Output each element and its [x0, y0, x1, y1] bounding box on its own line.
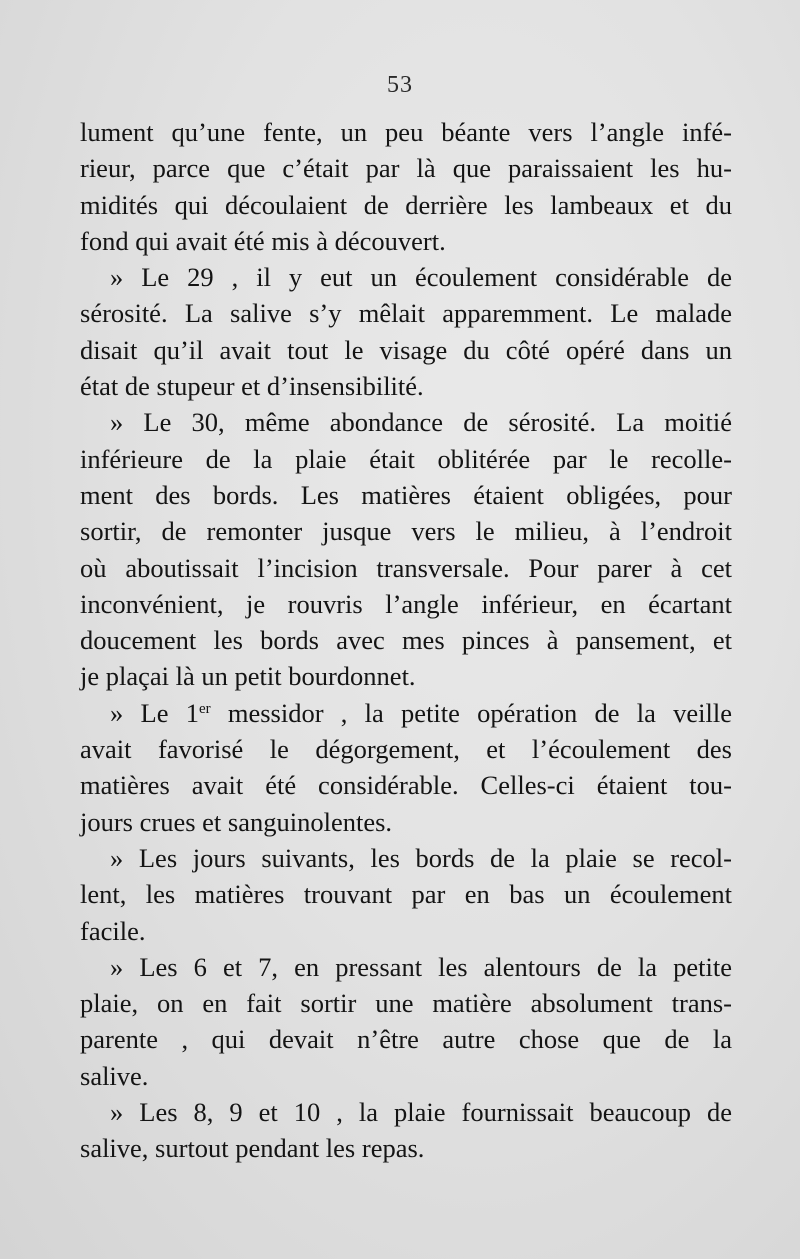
text-line — [80, 332, 732, 368]
text-line-content: je plaçai là un petit bourdonnet. — [80, 661, 416, 692]
text-line — [80, 114, 732, 150]
text-line-content: » Les 6 et 7, en pressant les alentours de la petite — [110, 951, 732, 982]
text-line — [80, 1021, 732, 1057]
text-line-content: inférieure de la plaie était oblitérée par le recolle- — [80, 443, 732, 474]
text-line — [80, 441, 732, 477]
text-line — [80, 550, 732, 586]
text-line-content: jours crues et sanguinolentes. — [80, 806, 393, 837]
text-line-content: matières avait été considérable. Celles-ci étaient tou- — [80, 770, 732, 801]
text-line — [80, 1130, 732, 1166]
text-line — [80, 949, 732, 985]
text-line — [80, 259, 732, 295]
text-line — [80, 876, 732, 912]
text-line — [80, 767, 732, 803]
text-line — [80, 368, 732, 404]
text-line-content: où aboutissait l’incision transversale. Pour parer à cet — [80, 552, 732, 583]
text-line-content: messidor , la petite opération de la veille — [210, 697, 732, 728]
text-line-content: état de stupeur et d’insensibilité. — [80, 371, 424, 402]
text-line-content: inconvénient, je rouvris l’angle inférieur, en écartant — [80, 588, 732, 619]
text-line-content: salive. — [80, 1060, 149, 1091]
text-line-content: fond qui avait été mis à découvert. — [80, 225, 446, 256]
text-line-content: » Le 30, même abondance de sérosité. La moitié — [110, 407, 732, 438]
text-line — [80, 804, 732, 840]
text-line — [80, 404, 732, 440]
text-line-content: disait qu’il avait tout le visage du côté opéré dans un — [80, 334, 732, 365]
text-line — [80, 695, 732, 731]
text-line-content: avait favorisé le dégorgement, et l’écoulement des — [80, 734, 732, 765]
text-line-content: » Le 1 — [110, 697, 199, 728]
text-line-content: » Les 8, 9 et 10 , la plaie fournissait beaucoup de — [110, 1097, 732, 1128]
text-line-content: parente , qui devait n’être autre chose que de la — [80, 1024, 732, 1055]
text-line — [80, 658, 732, 694]
text-line — [80, 1094, 732, 1130]
text-line-content: sortir, de remonter jusque vers le milieu, à l’endroit — [80, 516, 732, 547]
text-line-content: plaie, on en fait sortir une matière absolument trans- — [80, 988, 732, 1019]
text-line-content: » Les jours suivants, les bords de la plaie se recol- — [110, 842, 732, 873]
text-line-content: lent, les matières trouvant par en bas un écoulement — [80, 879, 732, 910]
text-line-content: lument qu’une fente, un peu béante vers l’angle infé- — [80, 117, 732, 147]
text-line-content: doucement les bords avec mes pinces à pansement, et — [80, 625, 732, 656]
text-line-content: » Le 29 , il y eut un écoulement considérable de — [110, 262, 732, 293]
text-line — [80, 513, 732, 549]
text-line — [80, 840, 732, 876]
text-line — [80, 1058, 732, 1094]
text-line-content: ment des bords. Les matières étaient obligées, pour — [80, 479, 732, 510]
text-line-content: facile. — [80, 915, 146, 946]
text-line — [80, 187, 732, 223]
text-line — [80, 295, 732, 331]
text-line — [80, 586, 732, 622]
text-line — [80, 731, 732, 767]
body-text — [80, 114, 732, 1167]
text-line — [80, 622, 732, 658]
text-line — [80, 150, 732, 186]
text-line-content: rieur, parce que c’était par là que paraissaient les hu- — [80, 153, 732, 184]
text-line — [80, 985, 732, 1021]
text-line-content: midités qui découlaient de derrière les lambeaux et du — [80, 189, 732, 220]
page-number: 53 — [387, 72, 413, 98]
superscript: er — [198, 700, 211, 717]
text-line-content: sérosité. La salive s’y mêlait apparemment. Le malade — [80, 298, 732, 329]
text-line-content: salive, surtout pendant les repas. — [80, 1133, 425, 1164]
text-line — [80, 913, 732, 949]
text-line — [80, 477, 732, 513]
text-line — [80, 223, 732, 259]
